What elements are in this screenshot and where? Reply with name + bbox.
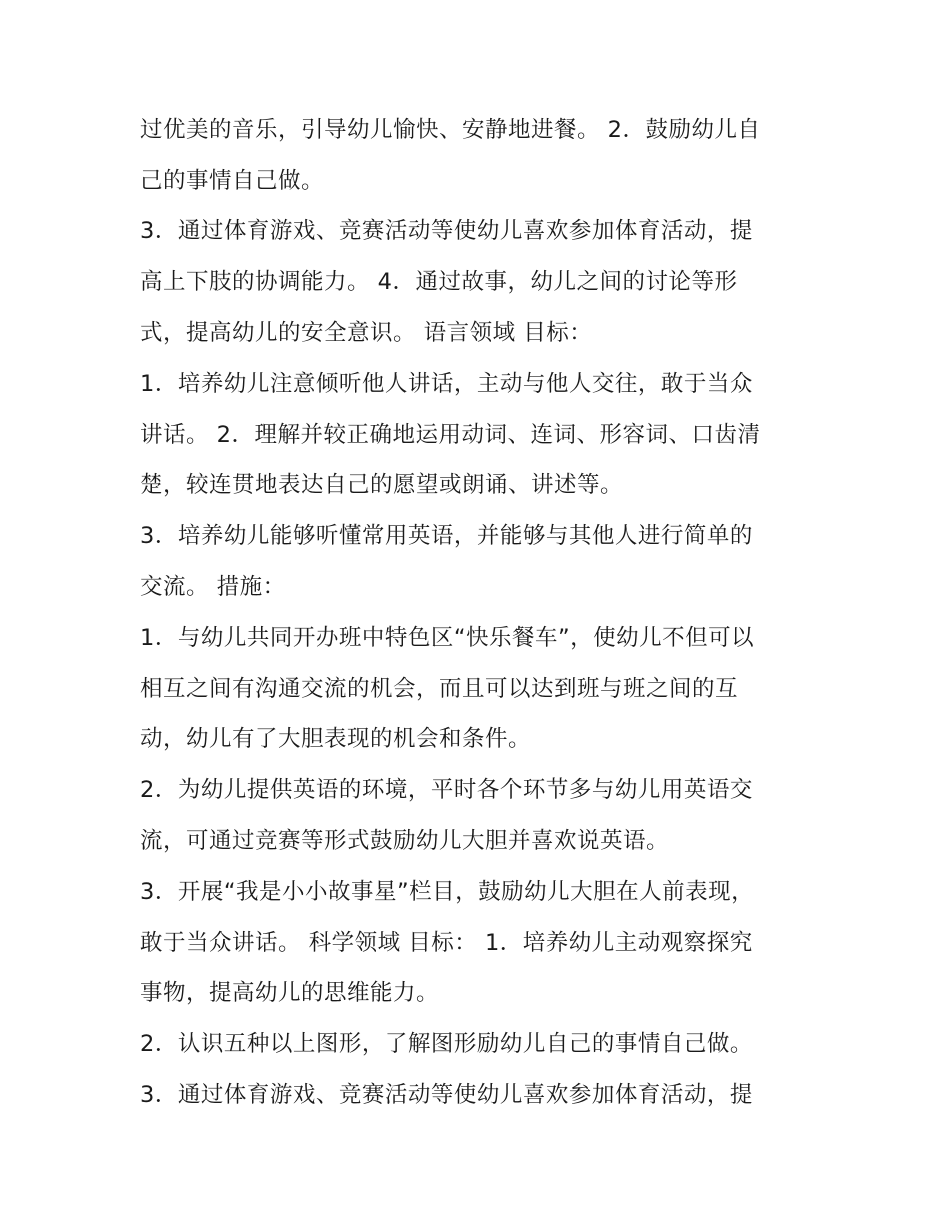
text-line: 3．培养幼儿能够听懂常用英语，并能够与其他人进行简单的 — [140, 523, 753, 549]
text-line: 3．通过体育游戏、竞赛活动等使幼儿喜欢参加体育活动，提 — [140, 1082, 753, 1108]
text-line: 2．认识五种以上图形，了解图形励幼儿自己的事情自己做。 — [140, 1031, 753, 1057]
text-line: 1．与幼儿共同开办班中特色区“快乐餐车”，使幼儿不但可以 — [140, 625, 755, 651]
text-line: 敢于当众讲话。 科学领域 目标： 1．培养幼儿主动观察探究 — [140, 930, 753, 956]
text-line: 流，可通过竞赛等形式鼓励幼儿大胆并喜欢说英语。 — [140, 828, 670, 854]
text-line: 楚，较连贯地表达自己的愿望或朗诵、讲述等。 — [140, 472, 624, 498]
text-line: 相互之间有沟通交流的机会，而且可以达到班与班之间的互 — [140, 676, 739, 702]
text-line: 事物，提高幼儿的思维能力。 — [140, 980, 440, 1006]
text-line: 高上下肢的协调能力。 4．通过故事，幼儿之间的讨论等形 — [140, 269, 738, 295]
text-line: 3．通过体育游戏、竞赛活动等使幼儿喜欢参加体育活动，提 — [140, 218, 753, 244]
text-line: 2．为幼儿提供英语的环境，平时各个环节多与幼儿用英语交 — [140, 777, 753, 803]
text-line: 1．培养幼儿注意倾听他人讲话，主动与他人交往，敢于当众 — [140, 371, 753, 397]
text-line: 讲话。 2．理解并较正确地运用动词、连词、形容词、口齿清 — [140, 422, 761, 448]
text-line: 过优美的音乐，引导幼儿愉快、安静地进餐。 2．鼓励幼儿自 — [140, 117, 761, 143]
text-line: 己的事情自己做。 — [140, 168, 325, 194]
text-line: 式，提高幼儿的安全意识。 语言领域 目标： — [140, 320, 593, 346]
text-line: 3．开展“我是小小故事星”栏目，鼓励幼儿大胆在人前表现， — [140, 879, 755, 905]
text-line: 交流。 措施： — [140, 574, 286, 600]
text-line: 动，幼儿有了大胆表现的机会和条件。 — [140, 726, 532, 752]
